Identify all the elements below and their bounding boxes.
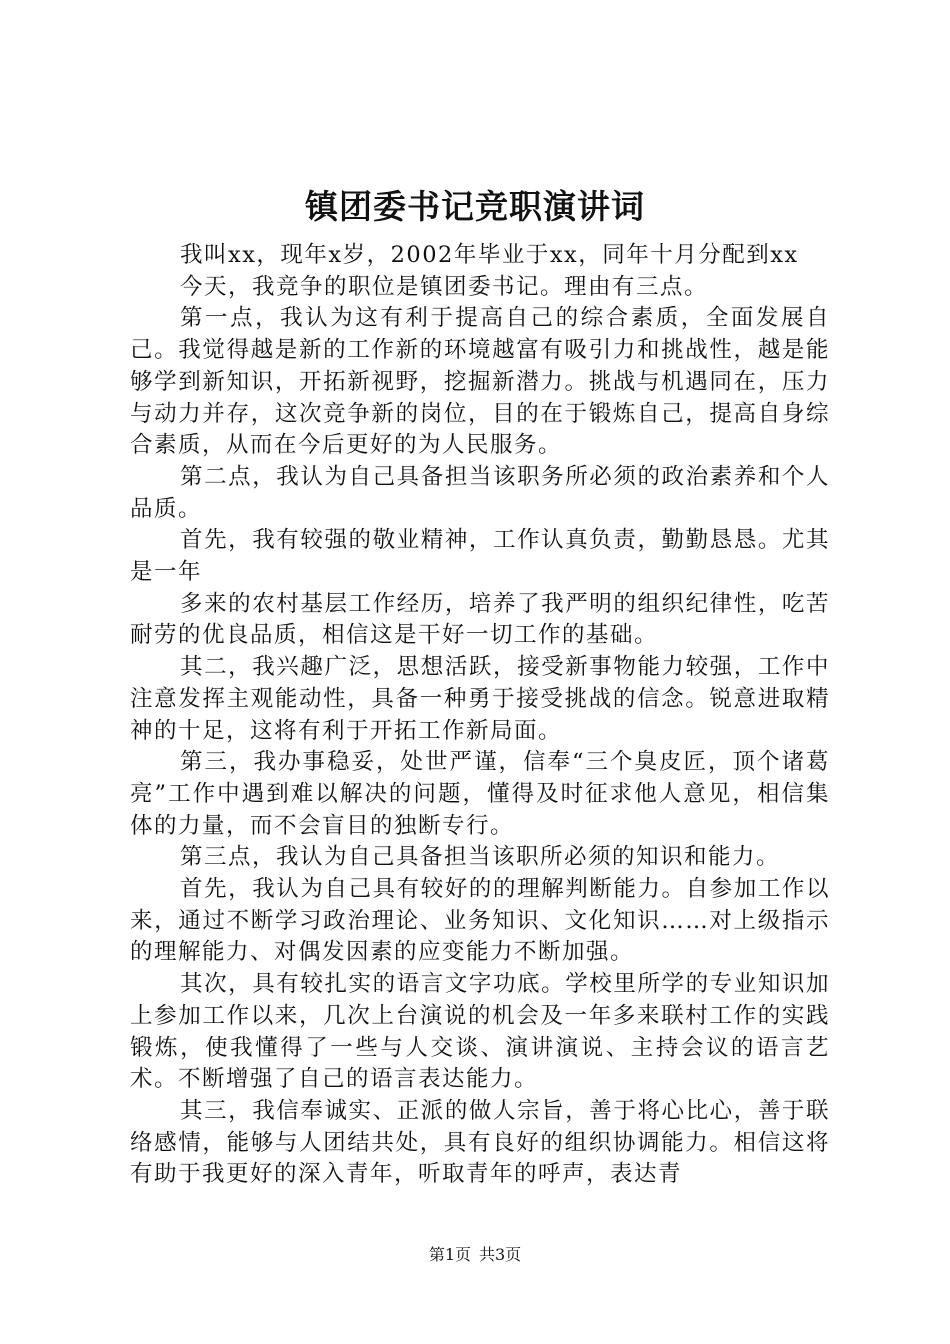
document-body	[130, 240, 830, 1191]
paragraph-point-two-first: 首先，我有较强的敬业精神，工作认真负责，勤勤恳恳。尤其是一年	[130, 527, 830, 586]
paragraph-position: 今天，我竞争的职位是镇团委书记。理由有三点。	[180, 273, 709, 300]
paragraph-point-one: 第一点，我认为这有利于提高自己的综合素质，全面发展自己。我觉得越是新的工作新的环境越富有吸引力和挑战性，越是能够学到新知识，开拓新视野，挖掘新潜力。挑战与机遇同在，压力与动力并存，这次竞争新的岗位，目的在于锻炼自己，提高自身综合素质，从而在今后更好的为人民服务。	[130, 305, 830, 459]
paragraph-point-three-third: 其三，我信奉诚实、正派的做人宗旨，善于将心比心，善于联络感情，能够与人团结共处，具有良好的组织协调能力。相信这将有助于我更好的深入青年，听取青年的呼声，表达青	[130, 1097, 830, 1188]
paragraph-point-three-first: 首先，我认为自己具有较好的的理解判断能力。自参加工作以来，通过不断学习政治理论、业务知识、文化知识……对上级指示的理解能力、对偶发因素的应变能力不断加强。	[130, 876, 830, 966]
page-total: 共3页	[479, 1245, 522, 1264]
document-title: 镇团委书记竞职演讲词	[305, 187, 645, 226]
paragraph-point-two-third: 第三，我办事稳妥，处世严谨，信奉“三个臭皮匠，顶个诸葛亮”工作中遇到难以解决的问题，懂得及时征求他人意见，相信集体的力量，而不会盲目的独断专行。	[130, 749, 830, 839]
page-footer	[0, 1243, 950, 1267]
page-number: 第1页	[428, 1245, 471, 1264]
paragraph-intro: 我叫xx，现年x岁，2002年毕业于xx，同年十月分配到xx	[180, 242, 799, 268]
paragraph-point-two-first-cont: 多来的农村基层工作经历，培养了我严明的组织纪律性，吃苦耐劳的优良品质，相信这是干好一切工作的基础。	[130, 590, 830, 649]
paragraph-point-two-second: 其二，我兴趣广泛，思想活跃，接受新事物能力较强，工作中注意发挥主观能动性，具备一种勇于接受挑战的信念。锐意进取精神的十足，这将有利于开拓工作新局面。	[130, 654, 830, 744]
paragraph-point-two: 第二点，我认为自己具备担当该职务所必须的政治素养和个人品质。	[130, 463, 830, 522]
paragraph-point-three: 第三点，我认为自己具备担当该职所必须的知识和能力。	[180, 844, 781, 871]
paragraph-point-three-second: 其次，具有较扎实的语言文字功底。学校里所学的专业知识加上参加工作以来，几次上台演说的机会及一年多来联村工作的实践锻炼，使我懂得了一些与人交谈、演讲演说、主持会议的语言艺术。不断增强了自己的语言表达能力。	[130, 971, 830, 1093]
